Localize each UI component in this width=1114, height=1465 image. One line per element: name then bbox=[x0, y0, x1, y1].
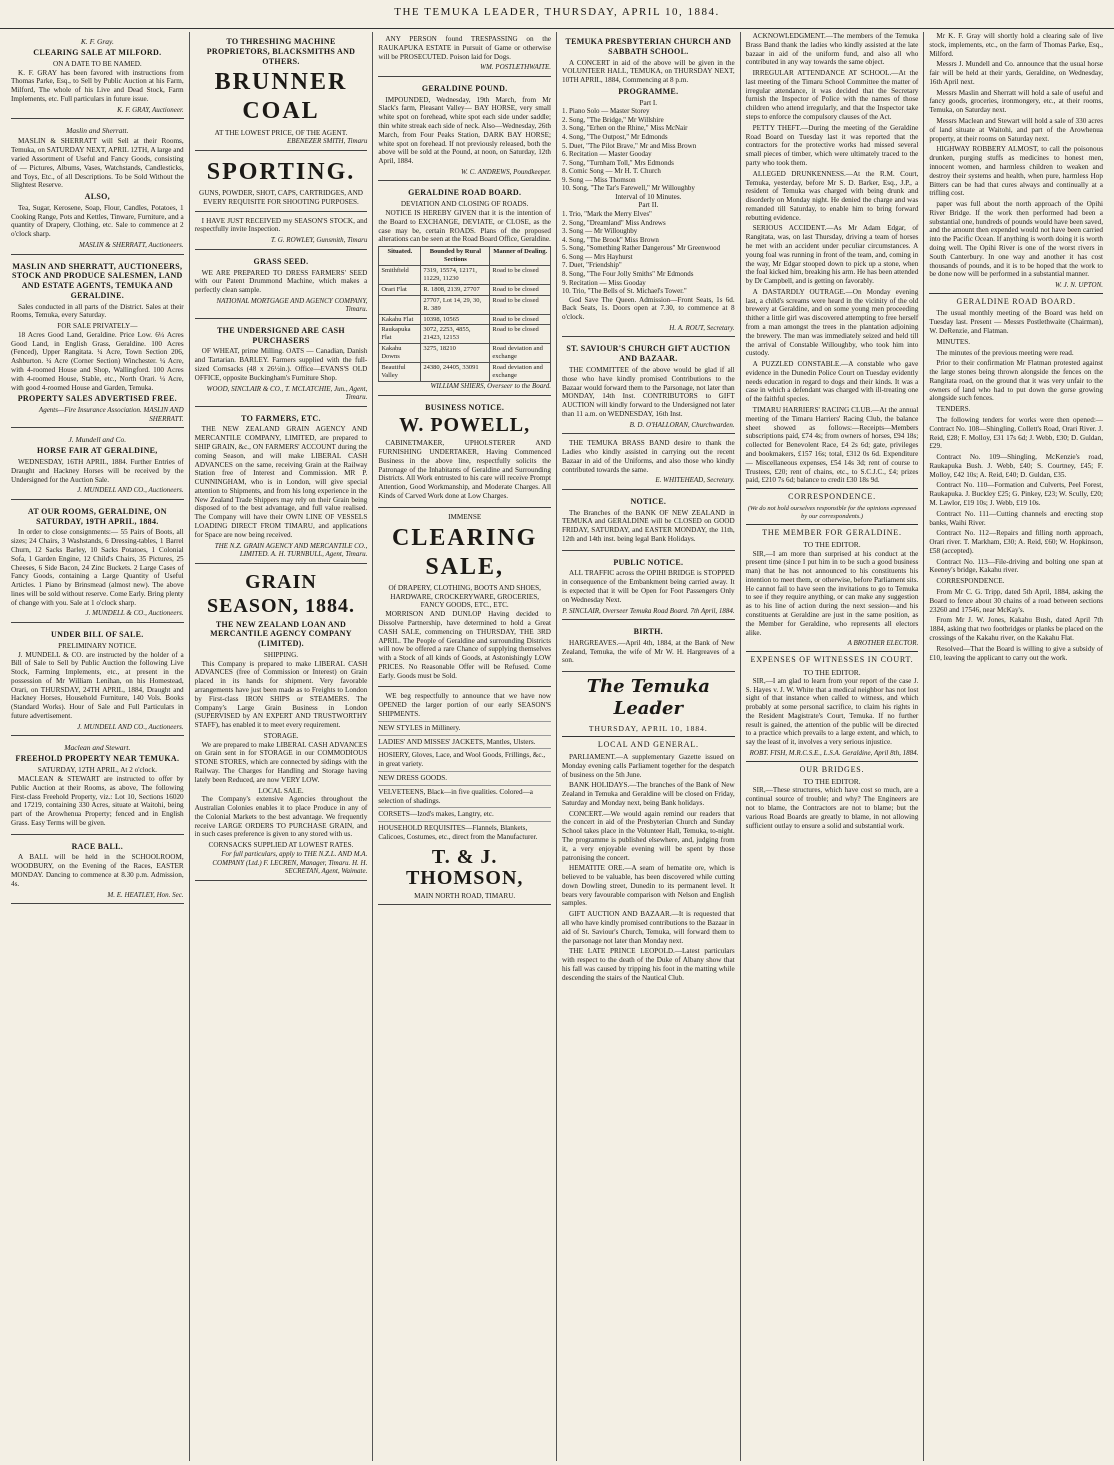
news-item: Messrs Maclean and Stewart will hold a sale of 330 acres of land situate at Waitohi, and part of the Arowhenua property, at their rooms on Saturday next. bbox=[929, 117, 1103, 143]
roads-table bbox=[378, 246, 551, 382]
programme-item: 9. Recitation — Miss Gooday bbox=[562, 278, 646, 287]
table-row bbox=[379, 344, 551, 363]
ad-signature: P. SINCLAIR, Overseer Temuka Road Board. 7th April, 1884. bbox=[562, 606, 735, 615]
paper-body: paper was full about the north approach of the Opihi River Bridge. If the work then performed had been a substantial one, hundreds of pounds would have been saved, and the amount then expended would not have been carried into the Pacific Ocean. If anything is worth doing it is worth doing well. The Opihi River is one of the worst rivers in South Canterbury. In one way and another it has cost thousands of pounds, and it is to be hoped that the work to be done now will be performed in a substantial manner. bbox=[929, 200, 1103, 279]
news-item: HEMATITE ORE.—A seam of hematite ore, which is believed to be valuable, has been discovered while cutting down Dowling street, Dunedin to its permanent level. It bears very favourable comparison with Nelson and English samples. bbox=[562, 864, 735, 908]
ad-title: BUSINESS NOTICE. bbox=[425, 402, 505, 412]
board-paragraph: Contract No. 109—Shingling, McKenzie's road, Raukapuka Bush. J. Webb, £40; S. Courtney, £45; F. Molloy, £42 10s; A. Reid, £40; D. Guldan, £35. bbox=[929, 453, 1103, 479]
board-paragraph: From Mr C. G. Tripp, dated 5th April, 1884, asking the Board to fence about 30 chains of a road between sections 23260 and 17546, near McKay's. bbox=[929, 588, 1103, 614]
column-1 bbox=[6, 32, 190, 1461]
ad-list bbox=[378, 721, 551, 844]
programme-item: 4. Song, "The Outpost," Mr Edmonds bbox=[562, 132, 668, 141]
ad-body: I HAVE JUST RECEIVED my SEASON'S STOCK, and respectfully invite Inspection. bbox=[194, 216, 368, 234]
table-row bbox=[379, 363, 551, 382]
columns bbox=[6, 32, 1108, 1461]
table-cell: Kakahu Flat bbox=[379, 314, 421, 325]
ad-body: J. MUNDELL & CO. are instructed by the holder of a Bill of Sale to Sell by Public Auction the following Live Stock, Farming Implements, etc., at present in the possession of Mr William Lenihan, on his Homestead, Orari, on THURSDAY, 24TH APRIL, 1884, Draught and Hackney Horses, Household Furniture, 140 Vols. Books (Standard Works). Hour of Sale and Full Particulars in future advertisement. bbox=[11, 650, 184, 721]
letter-title: OUR BRIDGES. bbox=[799, 764, 865, 774]
board-paragraph: Contract No. 113—File-driving and bolting one span at Keeney's bridge, Kakahu river. bbox=[929, 557, 1103, 575]
table-cell: Road to be closed bbox=[490, 295, 551, 314]
news-item: BANK HOLIDAYS.—The branches of the Bank of New Zealand in Temuka and Geraldine will be closed on Friday, Saturday and Monday next, being Bank holidays. bbox=[562, 781, 735, 807]
ad-subhead-storage: STORAGE. bbox=[263, 731, 299, 740]
news-item: PARLIAMENT.—A supplementary Gazette issued on Monday evening calls Parliament together for the despatch of business on the 5th June. bbox=[562, 752, 735, 779]
programme-item: 8. Comic Song — Mr H. T. Church bbox=[562, 167, 661, 176]
ad-sporting bbox=[195, 153, 368, 212]
ad-display-clearing: CLEARING bbox=[391, 524, 538, 551]
ad-display-sporting: SPORTING. bbox=[206, 158, 356, 185]
ad-concert bbox=[562, 32, 735, 337]
ad-list: GUNS, POWDER, SHOT, CAPS, CARTRIDGES, AND EVERY REQUISITE FOR SHOOTING PURPOSES. bbox=[199, 189, 363, 206]
table-row bbox=[379, 314, 551, 325]
table-header: Situated. bbox=[379, 247, 421, 266]
ad-signature: K. F. GRAY, Auctioneer. bbox=[117, 105, 184, 114]
table-cell: Orari Flat bbox=[379, 284, 421, 295]
letter-to: TO THE EDITOR. bbox=[803, 777, 861, 787]
board-paragraph: TENDERS. bbox=[936, 405, 971, 414]
table-cell: Road deviation and exchange bbox=[490, 344, 551, 363]
column-4 bbox=[557, 32, 741, 1461]
list-item: NEW STYLES in Millinery. bbox=[378, 721, 551, 735]
news-item: A PUZZLED CONSTABLE.—A constable who gave evidence in the Dunedin Police Court on Tuesday evidently needs education in regard to dogs and their kinds. It was a case in which a defendant was charged with ill-treating one of the faithful species. bbox=[745, 360, 919, 404]
table-row bbox=[379, 325, 551, 344]
ad-body: THE TEMUKA BRASS BAND desire to thank the Ladies who kindly assisted in carrying out the recent Bazaar in aid of the Uniforms, and also those who kindly contributed towards the same. bbox=[562, 439, 735, 474]
programme-item: 8. Song, "The Four Jolly Smiths" Mr Edmonds bbox=[562, 269, 694, 278]
table-cell: Road to be closed bbox=[490, 314, 551, 325]
news-item: PETTY THEFT.—During the meeting of the Geraldine Road Board on Tuesday last it was reported that the contractors for the protective works had missed several small pieces of timber, which were ultimately traced to the party who took them. bbox=[745, 123, 919, 167]
programme-item: 6. Song — Mrs Hayhurst bbox=[562, 252, 633, 261]
ad-grain-season bbox=[195, 566, 368, 881]
ad-body: OF WHEAT, prime Milling. OATS — Canadian, Danish and Tartarian. BARLEY. Farmers supplied with the full-sized Cornsacks (48 x 26½in.). Office—EVANS'S OLD OFFICE, opposite Buckingham's Furniture Shop. bbox=[194, 347, 368, 382]
table-row bbox=[379, 295, 551, 314]
ad-body: MACLEAN & STEWART are instructed to offer by Public Auction at their Rooms, as above, The following First-class Freehold Property, viz.: Lot 10, Sections 16020 and 17219, containing 330 Acres, situate at Waitohi, being part of the Arowhenua Property; fenced and in English Grass. Easy Terms will be given. bbox=[11, 775, 184, 827]
ad-body: This Company is prepared to make LIBERAL CASH ADVANCES (free of Commission or Interest) on Grain placed in its hands for shipment. Very favorable arrangements have just been made as to Freights to London by First-class IRON SHIPS or STEAMERS. The Company's Large Grain Business in London (SUPERVISED by AN EXPERT AND TRUSTWORTHY STAFF), has enabled it to meet every requirement. bbox=[194, 659, 368, 730]
ad-subhead-cornsacks: CORNSACKS SUPPLIED AT LOWEST RATES. bbox=[208, 841, 354, 850]
news-item: IRREGULAR ATTENDANCE AT SCHOOL.—At the last meeting of the Timaru School Committee the matter of irregular attendance, it was decided that the Secretary furnish the Inspector of Police with the names of those children who attend irregularly, and that the Inspector take steps to enforce the compulsory clauses of the Act. bbox=[745, 69, 919, 122]
news-list bbox=[929, 32, 1103, 198]
ad-body: HARGREAVES.—April 4th, 1884, at the Bank of New Zealand, Temuka, the wife of Mr W. H. Hargreaves of a son. bbox=[562, 638, 735, 665]
ad-body: MASLIN & SHERRATT will Sell at their Rooms, Temuka, on SATURDAY NEXT, APRIL 12TH, A large and varied Assortment of Useful and Fancy Goods, consisting of — Pictures, Albums, Vases, Watchstands, Candlesticks, and Toys, Etc., of all Descriptions. To be Sold Without the Slightest Reserve. bbox=[11, 137, 184, 190]
column-5 bbox=[741, 32, 925, 1461]
ad-body: The Branches of the BANK OF NEW ZEALAND in TEMUKA and GERALDINE will be CLOSED on GOOD FRIDAY, SATURDAY, and EASTER MONDAY, the 11th, 12th and 14th inst. being legal Bank Holidays. bbox=[562, 508, 735, 543]
ad-subhead-local-sale: LOCAL SALE. bbox=[258, 786, 304, 795]
ad-bank-notice bbox=[562, 492, 735, 551]
ad-title: GRASS SEED. bbox=[253, 256, 309, 266]
news-item: TIMARU HARRIERS' RACING CLUB.—At the annual meeting of the Timaru Harriers' Racing Club, the balance sheet showed as follows:—Receipts—Members subscriptions paid, £74 4s; from owners of horses, £94 18s; collected for Benevolent Race, £4 2s 6d; gate, privileges and bookmakers, £157 16s; total, £312 0s 6d. Expenditure — Miscellaneous expenses, £54 14s 3d; rent of course to Trustees, £20; rent of chains, etc., to S.C.J.C., £4; prizes paid, £210 7s 6d; balance to credit £30 18s 9d. bbox=[745, 406, 919, 485]
board-paragraph: The usual monthly meeting of the Board was held on Tuesday last. Present — Messrs Postlethwaite (Chairman), W. DeRenzie, and Flatman. bbox=[929, 309, 1103, 335]
ad-address: MAIN NORTH ROAD, TIMARU. bbox=[414, 891, 516, 900]
ad-gray-clearing-sale bbox=[11, 32, 184, 119]
ad-signature: MASLIN & SHERRATT, Auctioneers. bbox=[78, 241, 184, 250]
ad-title: FREEHOLD PROPERTY NEAR TEMUKA. bbox=[15, 754, 180, 764]
ad-display-brunner: BRUNNER bbox=[214, 69, 348, 96]
ad-signature: J. MUNDELL & CO., Auctioneers. bbox=[85, 609, 184, 618]
ad-body: Of DRAPERY, CLOTHING, BOOTS AND SHOES, HARDWARE, CROCKERYWARE, GROCERIES, FANCY GOODS, ETC., ETC. bbox=[388, 583, 541, 610]
ad-rooms-geraldine bbox=[11, 502, 184, 623]
board-paragraph: Contract No. 110—Formation and Culverts, Peel Forest, Raukapuka. J. Buckley £25; G. Pinkey, £23; W. Scully, £20; M. Lawlor, £19 10s; J. Webb, £19 10s. bbox=[929, 481, 1103, 507]
ad-title: CLEARING SALE AT MILFORD. bbox=[33, 48, 162, 58]
table-cell: 3072, 2253, 4855, 21423, 12153 bbox=[421, 325, 490, 344]
news-item: SERIOUS ACCIDENT.—As Mr Adam Edgar, of Rangitata, was, on last Thursday, driving a team of horses he met with an accident under peculiar circumstances. A young foal was running in front of the team, and, coming in the way, Mr Edgar stooped down to pick up a stone, when the foal kicked him, breaking his arm. He has been attended by Dr Campbell, and is getting on favorably. bbox=[745, 224, 919, 286]
news-item: Mr K. F. Gray will shortly hold a clearing sale of live stock, implements, etc., on the farm of Thomas Parke, Esq., Milford. bbox=[929, 32, 1103, 58]
letter-title: EXPENSES OF WITNESSES IN COURT. bbox=[750, 654, 914, 664]
ad-title: GERALDINE ROAD BOARD. bbox=[408, 188, 522, 198]
ad-bill-of-sale bbox=[11, 625, 184, 736]
table-cell: Road to be closed bbox=[490, 325, 551, 344]
ad-body: IMPOUNDED, Wednesday, 19th March, from Mr Slack's farm, Pleasant Valley— BAY HORSE, very small white spot on forehead, white spot each side under saddle; thin white streak each side of neck. Also—Wednesday, 26th March, from Four Peaks Station, DARK BAY HORSE; white spot on forehead. If not previously released, both the above will be sold at the Pound, at noon, on Saturday, 12th April, 1884. bbox=[378, 95, 551, 166]
table-header: Manner of Dealing. bbox=[490, 247, 551, 266]
ad-signature: J. MUNDELL AND CO., Auctioneers. bbox=[77, 722, 184, 731]
news-item: ALLEGED DRUNKENNESS.—At the R.M. Court, Temuka, yesterday, before Mr S. D. Barker, Esq., J.P., a resident of Temuka was charged with being drunk and disorderly on Monday night. He denied the charge and was remanded till Saturday, to enable him to bring forward rebutting evidence. bbox=[745, 169, 919, 222]
ad-title: TEMUKA PRESBYTERIAN CHURCH AND SABBATH SCHOOL. bbox=[565, 37, 732, 56]
programme-item: 5. Duet, "The Pilot Brave," Mr and Miss Brown bbox=[562, 141, 697, 150]
board-paragraph: The minutes of the previous meeting were read. bbox=[936, 348, 1074, 357]
ad-title: THE NEW ZEALAND LOAN AND MERCANTILE AGENCY COMPANY (LIMITED). bbox=[210, 619, 352, 649]
ad-signature: T. G. ROWLEY, Gunsmith, Timaru bbox=[270, 236, 368, 245]
disclaimer: (We do not hold ourselves responsible for the opinions expressed by our correspondents.) bbox=[747, 504, 917, 520]
ad-free: PROPERTY SALES ADVERTISED FREE. bbox=[17, 394, 177, 404]
table-cell: 7319, 15574, 12171, 11229, 11230 bbox=[421, 265, 490, 284]
ad-body: AT THE LOWEST PRICE, OF THE AGENT. bbox=[214, 128, 348, 137]
table-cell: Smithfield bbox=[379, 265, 421, 284]
ad-signature: WILLIAM SHIERS, Overseer to the Board. bbox=[430, 381, 551, 390]
ad-display-coal: COAL bbox=[242, 98, 320, 125]
news-item: A DASTARDLY OUTRAGE.—On Monday evening last, a child's screams were heard in the vicinity of the old brewery at Geraldine, and on some young men proceeding thither a little girl was discovered attempting to free herself from a man amongst the trees in the plantation adjoining the brewery. The man was immediately seized and held till the arrival of Constable Willoughby, who took him into custody. bbox=[745, 287, 919, 358]
programme-item: 10. Song, "The Tar's Farewell," Mr Willoughby bbox=[562, 184, 695, 193]
ad-grass-seed bbox=[195, 252, 368, 319]
ad-title: GERALDINE POUND. bbox=[421, 83, 508, 93]
ad-header: J. Mundell and Co. bbox=[68, 435, 127, 445]
ad-signature: For full particulars, apply to THE N.Z.L. AND M.A. COMPANY (Ltd.) F. LECREN, Manager, Timaru. H. H. SECRETAN, Agent, Waimate. bbox=[212, 850, 368, 876]
news-item: ACKNOWLEDGMENT.—The members of the Temuka Brass Band thank the ladies who kindly assisted at the late bazaar in aid of the uniform fund, and also all who contributed in any way towards the same object. bbox=[745, 32, 919, 67]
board-paragraph: Resolved—That the Board is willing to give a subsidy of £10, leaving the applicant to carry out the work. bbox=[929, 644, 1103, 662]
ad-pound bbox=[378, 79, 551, 182]
ad-header: Maclean and Stewart. bbox=[64, 743, 131, 753]
ad-signature: E. WHITEHEAD, Secretary. bbox=[655, 476, 735, 485]
ad-to-farmers bbox=[195, 409, 368, 564]
ad-body-2: We are prepared to make LIBERAL CASH ADVANCES on Grain sent in for STORAGE in our COMMODIOUS STONE STORES, which are connected by sidings with the Railway. The Charges for Handling and Storage having lately been Reduced, are now VERY LOW. bbox=[194, 740, 368, 784]
board-paragraph: The following tenders for works were then opened:—Contract No. 108—Shingling, Collett's Road, Orari River. J. Reid, £28; F. Molloy, £31 17s 6d; J. Webb, £30; D. Guldan, £29. bbox=[929, 415, 1103, 451]
table-cell: R. 1808, 2139, 27707 bbox=[421, 284, 490, 295]
paper-signature: W. J. N. UPTON. bbox=[1054, 281, 1103, 290]
table-row bbox=[379, 265, 551, 284]
paper-nameplate: The Temuka Leader bbox=[586, 676, 710, 720]
ad-title: AT OUR ROOMS, GERALDINE, ON SATURDAY, 19TH APRIL, 1884. bbox=[27, 506, 167, 526]
ad-subtitle: FOR SALE PRIVATELY— bbox=[57, 322, 138, 331]
ad-body: Sales conducted in all parts of the District. Sales at their Rooms, Temuka, every Saturday. bbox=[11, 302, 184, 320]
ad-body-2: MORRISON AND DUNLOP Having decided to Dissolve Partnership, have determined to hold a Great CASH SALE, commencing on THURSDAY, THE 3RD APRIL. The People of Geraldine and surrounding Districts will now be offered a rare Chance of supplying themselves with a Stock of all kinds of Goods, at Astonishingly LOW PRICES. No Reasonable Offer will be Refused. Come Early. Goods must be Sold. bbox=[378, 610, 551, 680]
masthead: THE TEMUKA LEADER, THURSDAY, APRIL 10, 1884. bbox=[0, 0, 1114, 29]
ad-body: THE COMMITTEE of the above would be glad if all those who have kindly promised Contributions to the Bazaar would forward them to the Parsonage, not later than MONDAY, 14th Inst. CONTRIBUTORS to GIFT AUCTION will kindly forward to the Undersigned not later than 11 a.m. on WEDNESDAY, 16th Inst. bbox=[562, 365, 735, 418]
ad-title: PUBLIC NOTICE. bbox=[613, 557, 684, 567]
ad-close: God Save The Queen. Admission—Front Seats, 1s 6d. Back Seats, 1s. Doors open at 7.30, to commence at 8 o'clock. bbox=[562, 295, 735, 322]
programme-item: 7. Duet, "Friendship" bbox=[562, 261, 622, 270]
ad-signature: NATIONAL MORTGAGE AND AGENCY COMPANY, Timaru. bbox=[216, 296, 368, 314]
ad-public-notice bbox=[562, 553, 735, 620]
ad-powell bbox=[378, 398, 551, 508]
ad-title: NOTICE. bbox=[630, 496, 667, 506]
ad-body-2: Tea, Sugar, Kerosene, Soap, Flour, Candles, Potatoes, 1 Cooking Range, Pots and Kettles, Tinware, Furniture, and a quantity of Drapery, Clothing, etc. Sale to commence at 2 o'clock sharp. bbox=[11, 203, 184, 239]
ad-body: WE beg respectfully to announce that we have now OPENED the larger portion of our early SEASON'S SHIPMENTS. bbox=[378, 692, 551, 719]
list-item: CORSETS—Izod's makes, Langtry, etc. bbox=[378, 807, 551, 821]
ad-title: ST. SAVIOUR'S CHURCH GIFT AUCTION AND BAZAAR. bbox=[566, 344, 731, 364]
ad-body: NOTICE IS HEREBY GIVEN that it is the intention of the Board to EXCHANGE, DEVIATE, or CLOSE, as the case may be, certain ROADS. Plans of the proposed alterations can be seen at the Road Board Office, Geraldine. bbox=[378, 208, 551, 244]
ad-body: THE NEW ZEALAND GRAIN AGENCY AND MERCANTILE COMPANY, LIMITED, are prepared to SHIP GRAIN, &c., ON FARMERS' ACCOUNT during the coming Season, and will make LIBERAL CASH ADVANCES on the same, receiving Grain at the Railway Station free of Interest and Commission. MR P. CUNNINGHAM, who is in London, will give special attention to Shipments, and from his long experience in the New Zealand Trade Shippers may rely on their Grain being disposed of to the best advantage, and full value realised. The Company will have their OWN LINE OF VESSELS LOADING DIRECT FROM TIMARU, and applications for Space are now being received. bbox=[194, 425, 368, 539]
table-cell: Beautiful Valley bbox=[379, 363, 421, 382]
letter-signature: ROBT. FISH, M.R.C.S.E., L.S.A. Geraldine, April 8th, 1884. bbox=[749, 749, 919, 758]
ad-freehold-property bbox=[11, 738, 184, 834]
ad-title: THE UNDERSIGNED ARE CASH PURCHASERS bbox=[217, 325, 345, 345]
ad-road-board bbox=[378, 183, 551, 395]
ad-display-season: SEASON, 1884. bbox=[206, 594, 355, 617]
programme-item: 3. Song — Mr Willoughby bbox=[562, 227, 638, 236]
board-paragraph: Contract No. 112—Repairs and filling north approach, Orari river. T. Markham, £30; A. Reid, £60; W. Hopkinson, £58 (accepted). bbox=[929, 529, 1103, 555]
ad-trespass bbox=[378, 32, 551, 77]
ad-brass-band bbox=[562, 436, 735, 490]
ad-display-grain: GRAIN bbox=[245, 570, 317, 593]
ad-subtitle: PRELIMINARY NOTICE. bbox=[58, 641, 137, 650]
programme-item: 2. Song, "The Bridge," Mr Willshire bbox=[562, 115, 664, 124]
ad-thomson bbox=[378, 689, 551, 905]
list-item: HOUSEHOLD REQUISITES—Flannels, Blankets, Calicoes, Costumes, etc., direct from the Manufacturer. bbox=[378, 821, 551, 844]
news-item: Messrs J. Mundell and Co. announce that the usual horse fair will be held at their yards, Geraldine, on Wednesday, 16th April next. bbox=[929, 60, 1103, 86]
column-6 bbox=[924, 32, 1108, 1461]
list-item: HOSIERY, Gloves, Lace, and Wool Goods, Frillings, &c., in great variety. bbox=[378, 748, 551, 771]
programme-part-1 bbox=[562, 107, 735, 192]
section-heading: LOCAL AND GENERAL. bbox=[597, 740, 699, 750]
ad-signature: WM. POSTLETHWAITE. bbox=[480, 63, 551, 72]
ad-subtitle: DEVIATION AND CLOSING OF ROADS. bbox=[400, 200, 529, 209]
ad-brunner-coal bbox=[195, 32, 368, 151]
table-cell: Road deviation and exchange bbox=[490, 363, 551, 382]
table-cell: 10398, 10565 bbox=[421, 314, 490, 325]
ad-title: UNDER BILL OF SALE. bbox=[51, 630, 144, 640]
ad-list: 18 Acres Good Land, Geraldine. Price Low. 6¼ Acres Good Land, in English Grass, Geraldine. 100 Acres (Fenced), Upper Rangitata. ¼ Acre, Town Section 206, Ashburton. ¼ Acre (Corner Section) Winchester. ¼ Acre, with 4-roomed House and Shop, Wallingford. 100 Acres with 4-roomed House, Stable, etc., North Orari. ¼ Acre, with good 4-roomed House and Garden, Temuka. bbox=[11, 330, 184, 392]
ad-maslin-sherratt-agents bbox=[11, 257, 184, 429]
ad-header: K. F. Gray. bbox=[80, 37, 114, 46]
table-cell: Road to be closed bbox=[490, 265, 551, 284]
letter-signature: A BROTHER ELECTOR. bbox=[847, 639, 919, 648]
programme-item: 1. Trio, "Mark the Merry Elves" bbox=[562, 210, 652, 219]
ad-rowley bbox=[195, 214, 368, 250]
list-item: LADIES' AND MISSES' JACKETS, Mantles, Ulsters. bbox=[378, 735, 551, 749]
ad-title: TO FARMERS, ETC. bbox=[241, 413, 321, 423]
part-1-heading: Part I. bbox=[639, 98, 658, 107]
ad-signature: M. E. HEATLEY, Hon. Sec. bbox=[107, 890, 184, 899]
interval: Interval of 10 Minutes. bbox=[615, 192, 682, 201]
ad-body: WE ARE PREPARED TO DRESS FARMERS' SEED with our Patent Drummond Machine, which makes a perfectly clean sample. bbox=[194, 268, 368, 295]
ad-cash-purchasers bbox=[195, 321, 368, 407]
news-list bbox=[562, 753, 735, 983]
programme-item: 7. Song, "Turnham Toll," Mrs Edmonds bbox=[562, 158, 674, 167]
ad-signature: W. C. ANDREWS, Poundkeeper. bbox=[460, 167, 551, 176]
ad-title: RACE BALL. bbox=[71, 841, 124, 851]
correspondence-heading: CORRESPONDENCE. bbox=[788, 492, 876, 502]
column-3 bbox=[373, 32, 557, 1461]
ad-signature: WOOD, SINCLAIR & CO., T. MCLATCHIE, Jun., Agent, Timaru. bbox=[206, 384, 368, 402]
ad-display-name: W. POWELL, bbox=[399, 414, 531, 437]
board-paragraph: From Mr J. W. Jones, Kakahu Bush, dated April 7th 1884, asking that two footbridges or planks be placed on the crossings of the Kakahu river, on the Kakahu Flat. bbox=[929, 616, 1103, 642]
letter-to: TO THE EDITOR. bbox=[803, 667, 861, 677]
table-cell: 27707, Lot 14, 29, 30, R. 389 bbox=[421, 295, 490, 314]
news-item: HIGHWAY ROBBERY ALMOST, to call the poisonous drunken, purging stuffs as medicines to honest men, innocent women, and harmless children to weaken and destroy their systems and health, when pure, harmless Hop Bitters can be had that cures always and continually at a trifling cost. bbox=[929, 145, 1103, 198]
board-heading: GERALDINE ROAD BOARD. bbox=[956, 296, 1076, 306]
ad-body: A BALL will be held in the SCHOOLROOM, WOODBURY, on the Evening of the Races, EASTER MONDAY. Dancing to commence at 8.30 p.m. Admission, 4s. bbox=[11, 853, 184, 888]
table-cell: Road to be closed bbox=[490, 284, 551, 295]
letter-title: THE MEMBER FOR GERALDINE. bbox=[762, 527, 902, 537]
programme-item: 9. Song — Miss Thomson bbox=[562, 175, 636, 184]
ad-body: CABINETMAKER, UPHOLSTERER AND FURNISHING UNDERTAKER, Having Commenced Business in the above line, respectfully solicits the Patronage of the Inhabitants of Geraldine and Surrounding Districts. All Work entrusted to his care will receive Prompt Attention, Good Workmanship, and Moderate Charges. All Kinds of Carved Work done at Low Charges. bbox=[378, 439, 551, 500]
programme-heading: PROGRAMME. bbox=[618, 86, 679, 96]
ad-subhead-shipping: SHIPPING. bbox=[263, 650, 299, 659]
letter-body: SIR,—I am more than surprised at his conduct at the present time (since I put him in to be such a good business man) that he has not announced to his constituents his intention to meet them, or otherwise, before Parliament sits. He cannot fail to have seen the invitations to go to Temuka to see if they require anything, or can make any suggestion as to his line of action during the next session—and his constituents at Geraldine are just in the same position, as the Member for Geraldine, who represents all electors alike. bbox=[745, 549, 919, 637]
ad-body-3: The Company's extensive Agencies throughout the Australian Colonies enables it to place Produce in any of the Colonial Markets to the best advantage. We frequently receive LARGE ORDERS TO PURCHASE GRAIN, and in such cases preference is given to any stored with us. bbox=[194, 795, 368, 839]
ad-title: HORSE FAIR AT GERALDINE, bbox=[37, 446, 158, 456]
ad-signature: EBENEZER SMITH, Timaru bbox=[287, 137, 368, 146]
ad-body: K. F. GRAY has been favored with instructions from Thomas Parke, Esq., to Sell by Public Auction at his Farm, Milford, The whole of his Live and Dead Stock, Farm Implements, etc. Full particulars in future issue. bbox=[11, 68, 184, 104]
table-cell: 3275, 18210 bbox=[421, 344, 490, 363]
list-item: NEW DRESS GOODS. bbox=[378, 771, 551, 785]
ad-display-sale: SALE, bbox=[425, 553, 505, 580]
ad-subtitle: IMMENSE bbox=[448, 512, 482, 521]
programme-item: 10. Trio, "The Bells of St. Michael's Tower." bbox=[562, 287, 687, 296]
programme-part-2 bbox=[562, 210, 735, 295]
ad-body: In order to close consignments:— 55 Pairs of Boots, all sizes; 24 Chairs, 3 Washstands, 6 Dressing-tables, 1 Barrel Churn, 12 Sacks Barley, 10 Sacks Potatoes, 1 Colonial Sofa, 1 Garden Engine, 12 Child's Chairs, 35 Pictures, 25 Cheeses, 6 Side Bacon, 24 Zinc Buckets. 2 Large Cases of Fancy Goods, containing a Large Quantity of Useful Articles. 1 Piano by Brinsmead (almost new). The above lines will be sold without reserve. Come Early. Bring plenty of change with you. Sale at 1 o'clock sharp. bbox=[11, 528, 184, 607]
news-list bbox=[746, 32, 919, 485]
ad-clearing-sale bbox=[378, 510, 551, 688]
ad-horse-fair bbox=[11, 430, 184, 500]
news-item: CONCERT.—We would again remind our readers that the concert in aid of the Presbyterian Church and Sunday School takes place in the Volunteer Hall, Temuka, to-night. The programme is published elsewhere, and, judging from it, a very enjoyable evening will be spent by those patronising the concert. bbox=[562, 809, 735, 862]
birth-notice bbox=[562, 622, 735, 672]
board-paragraph: MINUTES. bbox=[936, 337, 971, 346]
programme-item: 6. Recitation — Master Gooday bbox=[562, 150, 652, 159]
ad-date: SATURDAY, 12TH APRIL, At 2 o'clock. bbox=[37, 766, 157, 775]
board-paragraph: Contract No. 111—Cutting channels and erecting stop banks, Waihi River. bbox=[929, 509, 1103, 527]
letter-to: TO THE EDITOR. bbox=[803, 540, 861, 550]
news-item: Messrs Maslin and Sherratt will hold a sale of useful and fancy goods, groceries, ironmongery, etc., at their rooms, Temuka, on Saturday next. bbox=[929, 88, 1103, 115]
table-cell: Kakahu Downs bbox=[379, 344, 421, 363]
ad-body: ALL TRAFFIC across the OPIHI BRIDGE is STOPPED in consequence of the Embankment being carried away. It is expected that it will be Open for Foot Passengers Only on Wednesday Next. bbox=[562, 569, 735, 604]
ad-signature: J. MUNDELL AND CO., Auctioneers. bbox=[77, 486, 184, 495]
table-cell: 24380, 24405, 33091 bbox=[421, 363, 490, 382]
ad-st-saviours bbox=[562, 339, 735, 434]
paper-dateline: THURSDAY, APRIL 10, 1884. bbox=[588, 724, 708, 734]
column-2 bbox=[190, 32, 374, 1461]
programme-item: 3. Song, "Erhen on the Rhine," Miss McNair bbox=[562, 124, 688, 133]
table-cell bbox=[379, 295, 421, 314]
ad-body: A CONCERT in aid of the above will be given in the VOLUNTEER HALL, TEMUKA, on THURSDAY NEXT, 10TH APRIL, 1884, Commencing at 8 p.m. bbox=[562, 58, 735, 85]
programme-item: 2. Song, "Dreamland" Miss Andrews bbox=[562, 218, 666, 227]
list-item: VELVETEENS, Black—in five qualities. Colored—a selection of shadings. bbox=[378, 785, 551, 808]
table-row bbox=[379, 284, 551, 295]
board-paragraph: Prior to their confirmation Mr Flatman protested against the large stones being thrown alongside the fences on the Rangitata road, on the ground that it was very unfair to the owners of land who had to put down the gorse growing alongside such fences. bbox=[929, 359, 1103, 403]
letter-body: SIR,—I am glad to learn from your report of the case J. S. Hayes v. J. W. White that a medical neighbor has not lost sight of that instance when called to witness, and which probably at some personal sacrifice, to claim his rights in the Resident Magistrate's Court, Temuka. If no further result is gained, the attention of the public will be directed to a practice which prevails to a large extent, and which, to say the least of it, involves a very serious injustice. bbox=[745, 676, 919, 747]
ad-title: MASLIN AND SHERRATT, AUCTIONEERS, STOCK AND PRODUCE SALESMEN, LAND AND ESTATE AGENTS, TEMUKA AND GERALDINE. bbox=[12, 261, 183, 300]
ad-display-thomson: T. & J. THOMSON, bbox=[405, 845, 524, 889]
ad-signature: H. A. ROUT, Secretary. bbox=[669, 323, 735, 332]
ad-title: TO THRESHING MACHINE PROPRIETORS, BLACKSMITHS AND OTHERS. bbox=[206, 37, 356, 66]
ad-body: WEDNESDAY, 16TH APRIL, 1884. Further Entries of Draught and Hackney Horses will be received by the Undersigned for the Auction Sale. bbox=[11, 458, 184, 484]
ad-also: ALSO, bbox=[84, 192, 110, 202]
ad-signature: THE N.Z. GRAIN AGENCY AND MERCANTILE CO., LIMITED. A. H. TURNBULL, Agent, Timaru. bbox=[214, 541, 368, 559]
news-item: THE LATE PRINCE LEOPOLD.—Latest particulars with respect to the death of the Duke of Albany show that his fall was caused by tripping his foot in the matting while descending the stairs of the Nautical Club. bbox=[562, 947, 735, 982]
table-cell: Raukapuka Flat bbox=[379, 325, 421, 344]
table-header: Bounded by Rural Sections bbox=[421, 247, 490, 266]
programme-item: 1. Piano Solo — Master Storey bbox=[562, 107, 650, 116]
ad-maslin-sherratt-sale bbox=[11, 121, 184, 254]
ad-signature: Agents—Fire Insurance Association. MASLIN AND SHERRATT. bbox=[38, 406, 184, 423]
ad-subtitle: ON A DATE TO BE NAMED. bbox=[52, 59, 142, 68]
board-report bbox=[929, 309, 1103, 662]
ad-header: Maslin and Sherratt. bbox=[66, 126, 129, 136]
ad-body: ANY PERSON found TRESPASSING on the RAUKAPUKA ESTATE in Pursuit of Game or otherwise will be PROSECUTED. Poison laid for Dogs. bbox=[378, 35, 551, 61]
letter-body: SIR,—These structures, which have cost so much, are a continual source of trouble; and why? The Engineers are not to blame, the Contractors are not to blame; but the various Road Boards are greatly to blame, in not allowing sufficient outlay to ensure a solid and substantial work. bbox=[745, 786, 919, 830]
ad-race-ball bbox=[11, 837, 184, 904]
news-item: GIFT AUCTION AND BAZAAR.—It is requested that all who have kindly promised contributions to the Bazaar in aid of St. Saviour's Church, Temuka, will forward them to the parsonage not later than Monday next. bbox=[562, 910, 735, 945]
programme-item: 4. Song, "The Brook" Miss Brown bbox=[562, 235, 659, 244]
ad-signature: B. D. O'HALLORAN, Churchwarden. bbox=[629, 420, 735, 429]
part-2-heading: Part II. bbox=[638, 201, 659, 210]
ad-title: BIRTH. bbox=[633, 627, 663, 637]
board-paragraph: CORRESPONDENCE. bbox=[936, 577, 1005, 586]
programme-item: 5. Song, "Something Rather Dangerous" Mr Greenwood bbox=[562, 244, 721, 253]
